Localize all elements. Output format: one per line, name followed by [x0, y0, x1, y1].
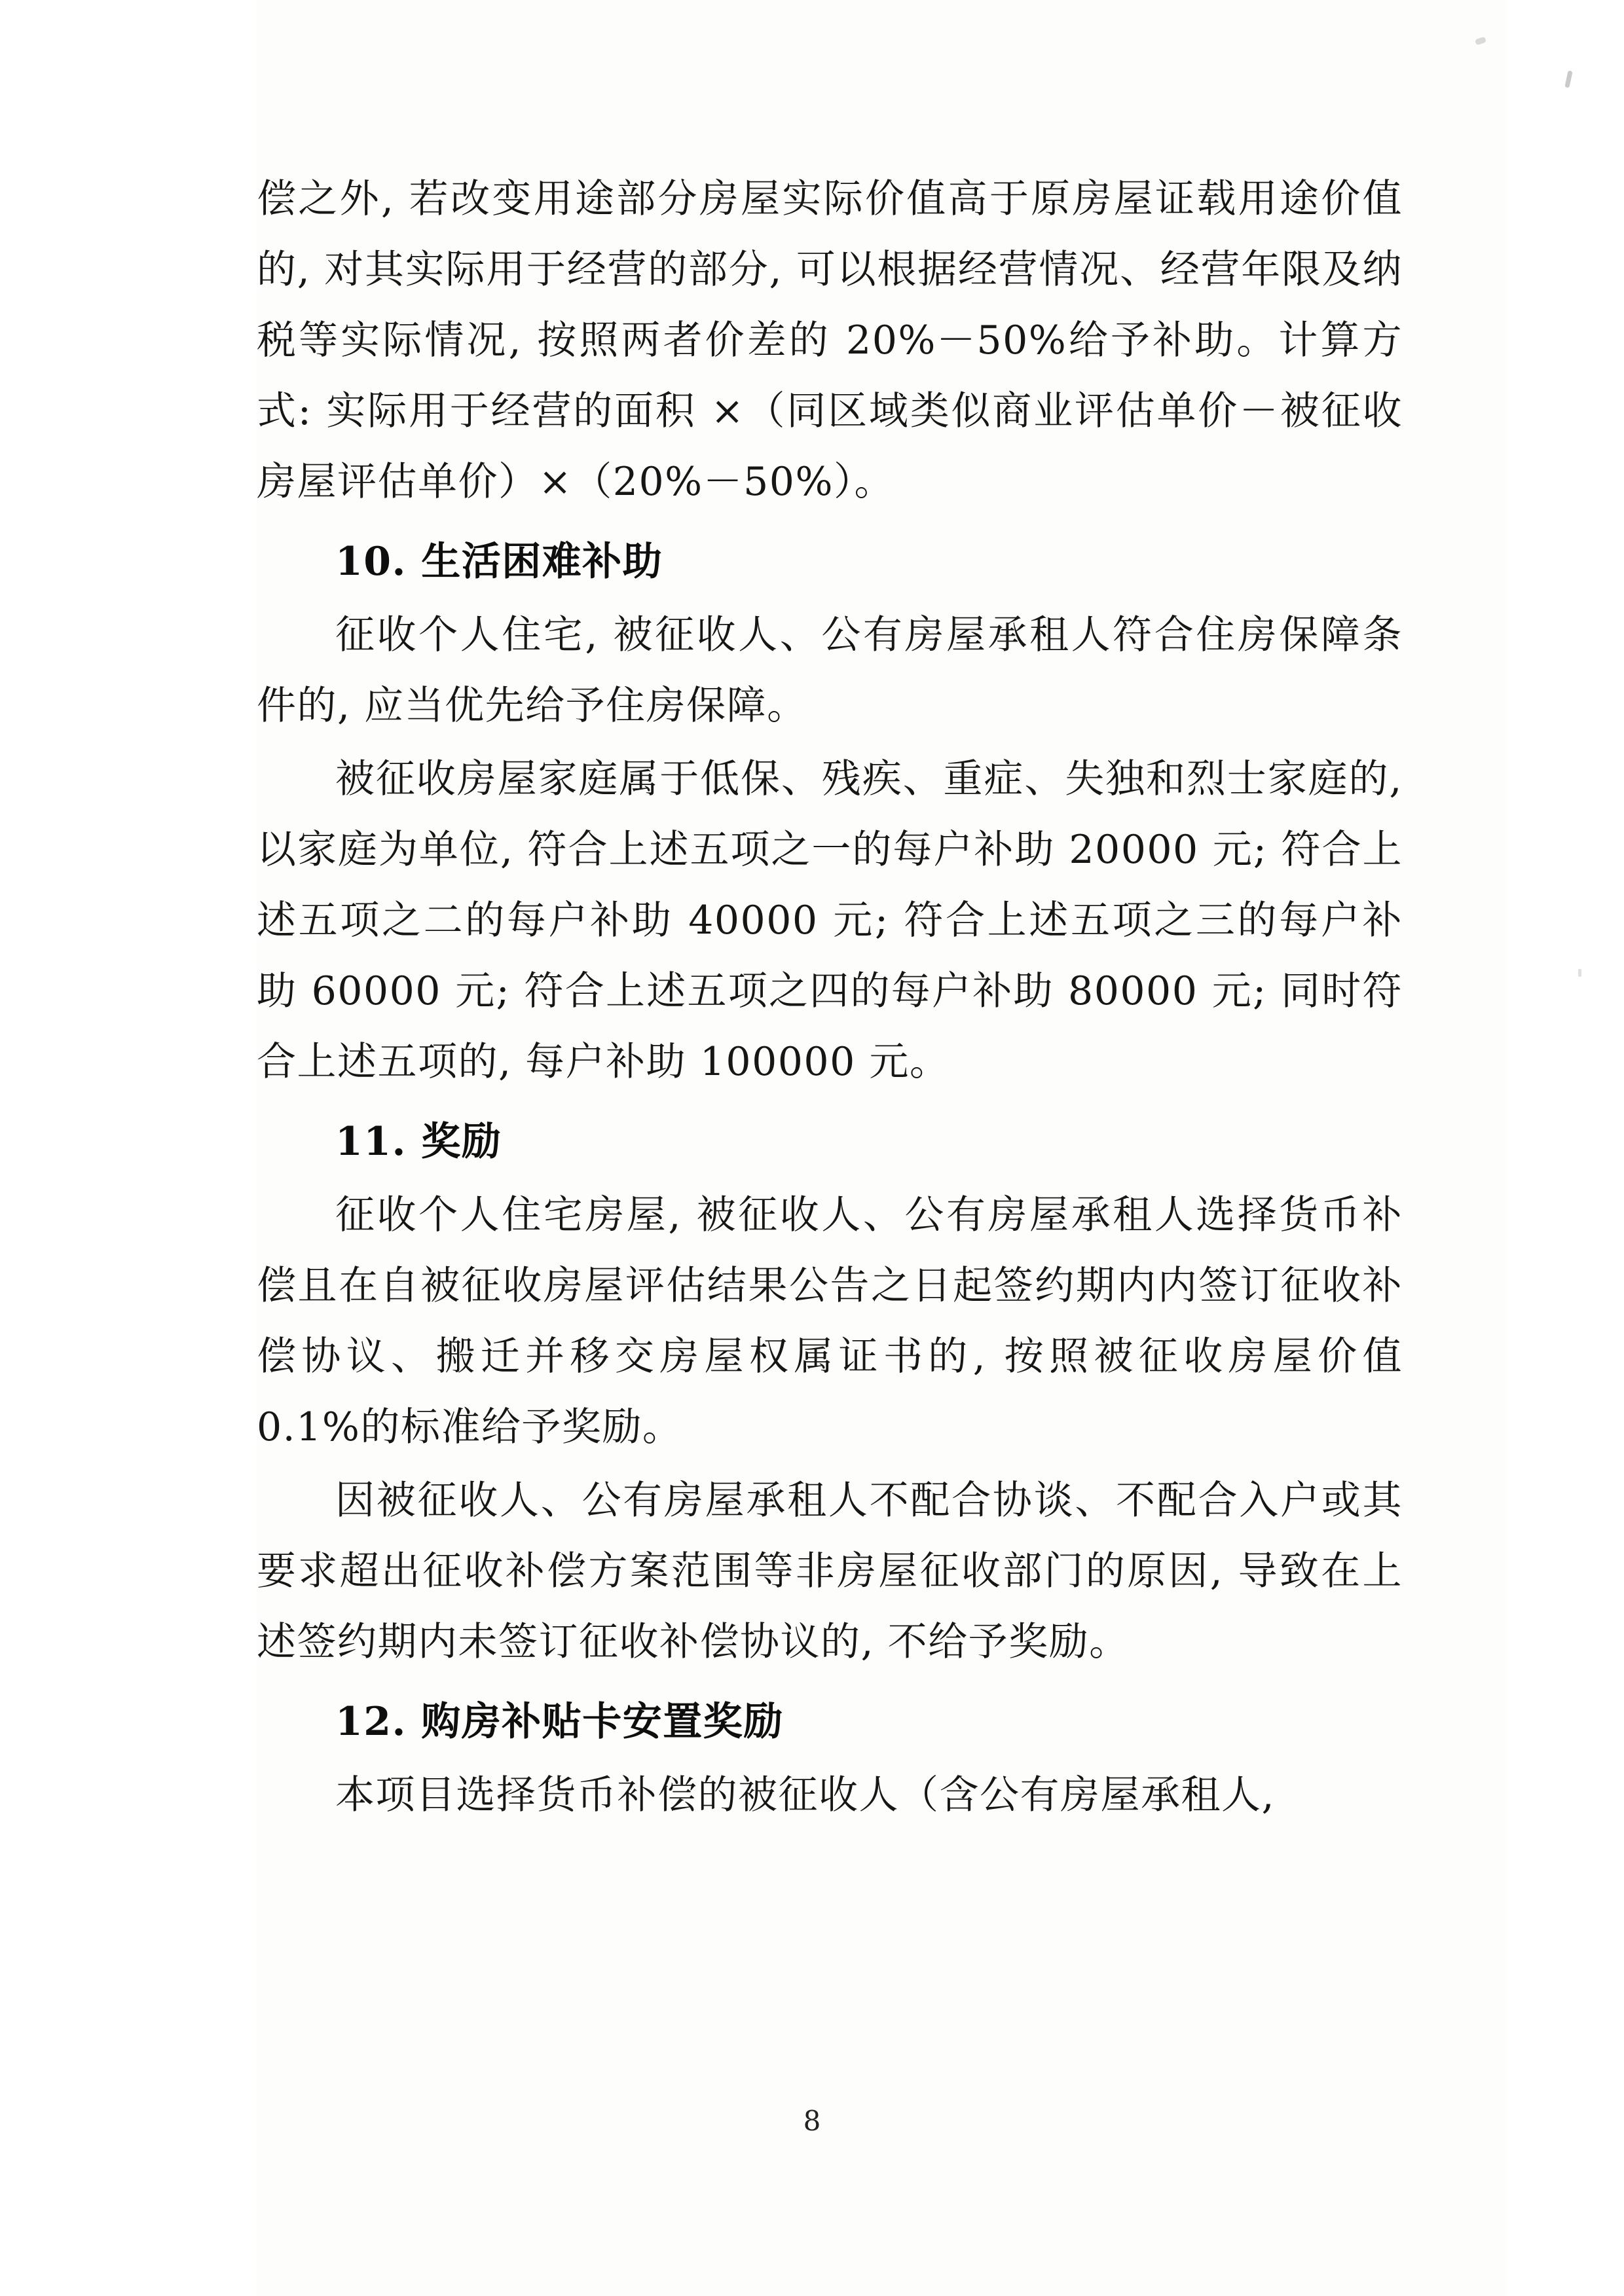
paragraph-subsidy-card: 本项目选择货币补偿的被征收人（含公有房屋承租人, [335, 1772, 1276, 1818]
scan-artifact-speck [1578, 969, 1581, 977]
scan-artifact-speck [1475, 37, 1486, 46]
section-heading-10: 10. 生活困难补助 [335, 539, 663, 585]
paragraph-reward-conditions: 征收个人住宅房屋, 被征收人、公有房屋承租人选择货币补偿且在自被征收房屋评估结果公告之日起签约期内内签订征收补偿协议、搬迁并移交房屋权属证书的, 按照被征收房屋价值 0.1%的标准给予奖励。 [257, 1192, 1403, 1450]
page-number: 8 [803, 2105, 821, 2137]
paragraph-housing-guarantee: 征收个人住宅, 被征收人、公有房屋承租人符合住房保障条件的, 应当优先给予住房保障。 [257, 612, 1403, 729]
section-heading-12: 12. 购房补贴卡安置奖励 [335, 1699, 784, 1745]
document-body [257, 164, 1403, 1833]
paragraph-continuation: 偿之外, 若改变用途部分房屋实际价值高于原房屋证载用途价值的, 对其实际用于经营的部分, 可以根据经营情况、经营年限及纳税等实际情况, 按照两者价差的 20%－50%给予补助。计算方式: 实际用于经营的面积 ×（同区域类似商业评估单价－被征收房屋评估单价）×（20%－50%）。 [257, 176, 1403, 505]
section-heading-11: 11. 奖励 [335, 1119, 502, 1165]
page-left-margin [0, 0, 257, 2296]
page-right-margin [1506, 0, 1624, 2296]
paragraph-reward-exclusions: 因被征收人、公有房屋承租人不配合协谈、不配合入户或其要求超出征收补偿方案范围等非房屋征收部门的原因, 导致在上述签约期内未签订征收补偿协议的, 不给予奖励。 [257, 1478, 1403, 1665]
paragraph-family-subsidy: 被征收房屋家庭属于低保、残疾、重症、失独和烈士家庭的, 以家庭为单位, 符合上述五项之一的每户补助 20000 元; 符合上述五项之二的每户补助 40000 元; 符合上述五项之三的每户补助 60000 元; 符合上述五项之四的每户补助 80000 元; 同时符合上述五项的, 每户补助 100000 元。 [257, 756, 1403, 1085]
